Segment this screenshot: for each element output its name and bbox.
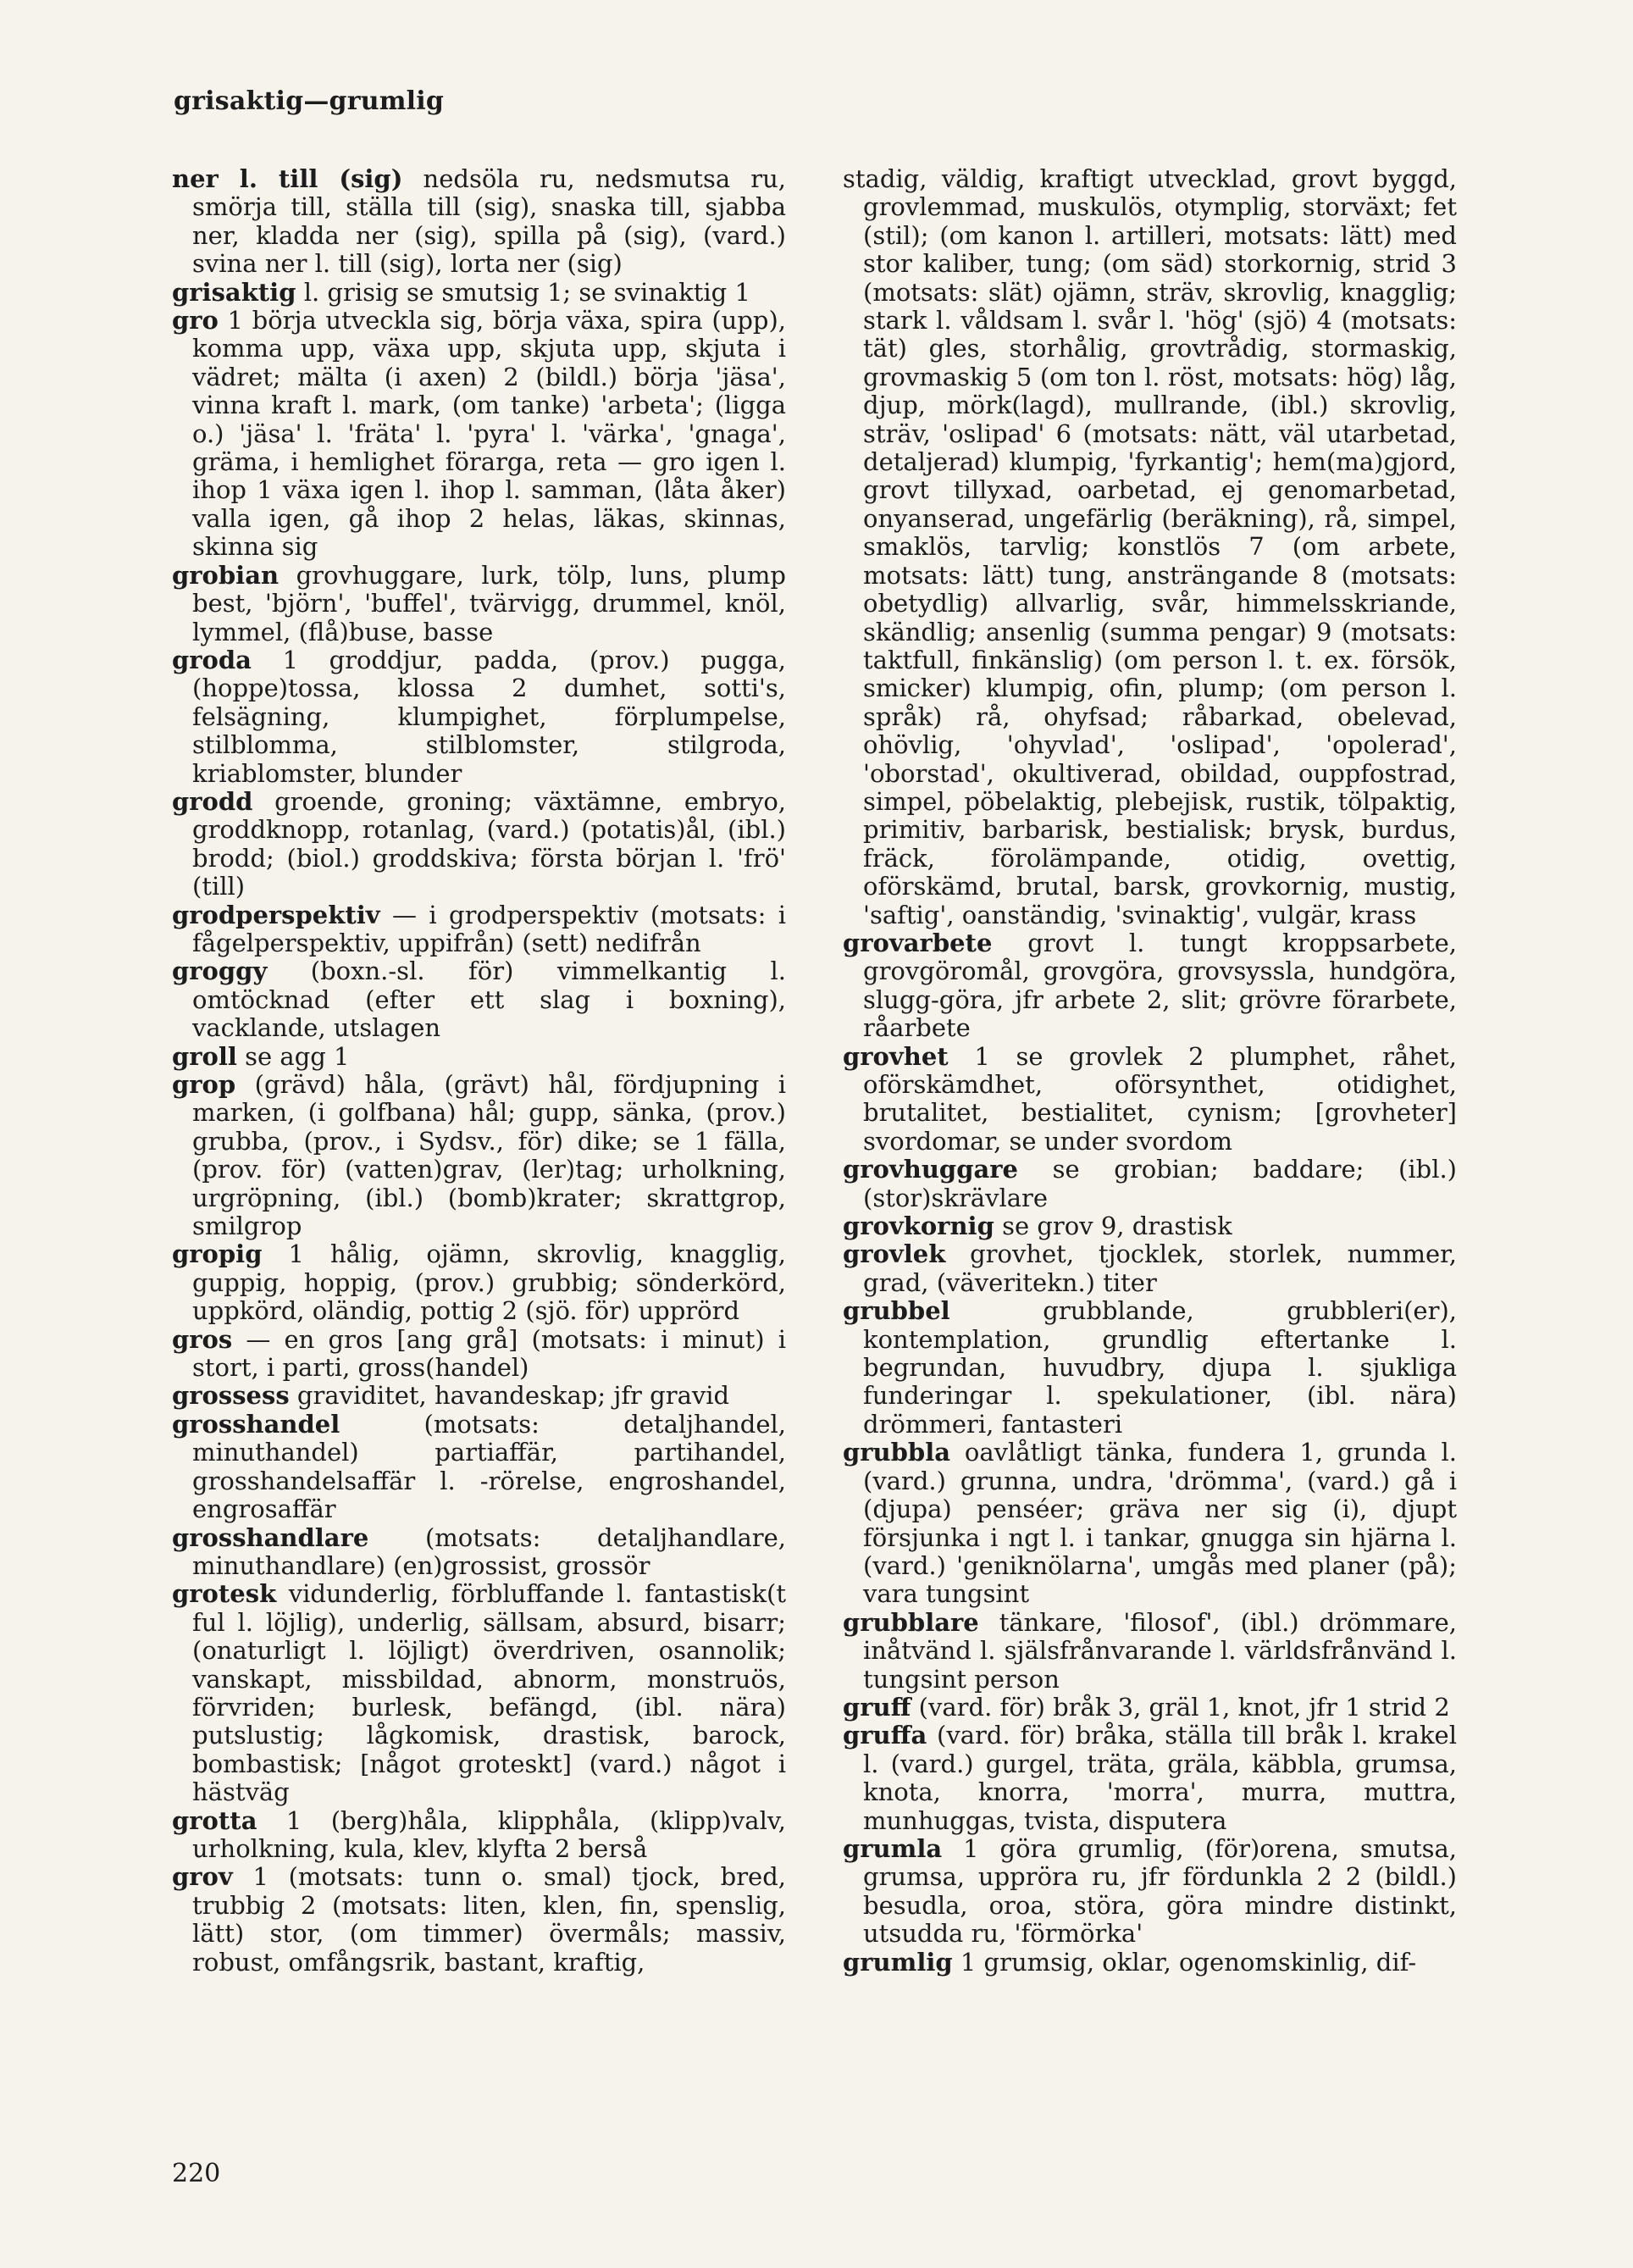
- entry-headword: grop: [172, 1070, 236, 1099]
- entry-definition: stadig, väldig, kraftigt utvecklad, grovt byggd, grovlemmad, muskulös, otymplig, storväxt; fet (stil); (om kanon l. artilleri, motsats: lätt) med stor kaliber, tung; (om säd) storkornig, strid 3 (motsats: slät) ojämn, sträv, skrovlig, knagglig; stark l. våldsam l. svår l. 'hög' (sjö) 4 (motsats: tät) gles, storhålig, grovtrådig, stormaskig, grovmaskig 5 (om ton l. röst, motsats: hög) låg, djup, mörk(lagd), mullrande, (ibl.) skrovlig, sträv, 'oslipad' 6 (motsats: nätt, väl utarbetad, detaljerad) klumpig, 'fyrkantig'; hem(ma)gjord, grovt tillyxad, oarbetad, ej genomarbetad, onyanserad, ungefärlig (beräkning), rå, simpel, smaklös, tarvlig; konstlös 7 (om arbete, motsats: lätt) tung, ansträngande 8 (motsats: obetydlig) allvarlig, svår, himmelsskriande, skändlig; ansenlig (summa pengar) 9 (motsats: taktfull, finkänslig) (om person l. t. ex. försök, smicker) klumpig, ofin, plump; (om person l. språk) rå, ohyfsad; råbarkad, obelevad, ohövlig, 'ohyvlad', 'oslipad', 'opolerad', 'oborstad', okultiverad, obildad, ouppfostrad, simpel, pöbelaktig, plebejisk, rustik, tölpaktig, primitiv, barbarisk, bestialisk; brysk, burdus, fräck, förolämpande, otidig, ovettig, oförskämd, brutal, barsk, grovkornig, mustig, 'saftig', oanständig, 'svinaktig', vulgär, krass: [843, 164, 1457, 929]
- entry-headword: grotesk: [172, 1579, 277, 1609]
- dictionary-entry: [172, 1071, 786, 1240]
- entry-definition: 1 (berg)håla, klipphåla, (klipp)valv, urholkning, kula, klev, klyfta 2 berså: [192, 1805, 787, 1863]
- entry-definition: grovhet, tjocklek, storlek, nummer, grad, (väveritekn.) titer: [863, 1239, 1457, 1297]
- entry-definition: l. grisig se smutsig 1; se svinaktig 1: [303, 277, 750, 307]
- entry-headword: groda: [172, 645, 252, 674]
- entry-definition: se grov 9, drastisk: [1002, 1212, 1232, 1241]
- entry-definition: grubblande, grubbleri(er), kontemplation, grundlig eftertanke l. begrundan, huvudbry, djupa l. sjukliga funderingar l. spekulationer, (ibl. nära) drömmeri, fantasteri: [863, 1296, 1457, 1439]
- entry-headword: grovhet: [843, 1041, 949, 1071]
- dictionary-entry: [172, 1580, 786, 1806]
- entry-headword: gruffa: [843, 1721, 927, 1750]
- entry-headword: grovhuggare: [843, 1155, 1018, 1184]
- entry-headword: grisaktig: [172, 277, 296, 307]
- right-column: [843, 165, 1457, 1977]
- dictionary-entry: [843, 1212, 1457, 1240]
- dictionary-entry: [172, 1807, 786, 1864]
- entry-headword: grobian: [172, 560, 280, 590]
- dictionary-entry: [172, 279, 786, 307]
- entry-definition: 1 groddjur, padda, (prov.) pugga, (hoppe)tossa, klossa 2 dumhet, sotti's, felsägning, klumpighet, förplumpelse, stilblomma, stilblomster, stilgroda, kriablomster, blunder: [192, 645, 786, 788]
- entry-definition: (motsats: detaljhandel, minuthandel) partiaffär, partihandel, grosshandelsaffär l. -rörelse, engroshandel, engrosaffär: [192, 1409, 786, 1524]
- entry-definition: vidunderlig, förbluffande l. fantastisk(t ful l. löjlig), underlig, sällsam, absurd, bisarr; (onaturligt l. löjligt) överdriven, osannolik; vanskapt, missbildad, abnorm, monstruös, förvriden; burlesk, befängd, (ibl. nära) putslustig; lågkomisk, drastisk, barock, bombastisk; [något groteskt] (vard.) något i hästväg: [192, 1579, 787, 1807]
- dictionary-entry: [843, 1240, 1457, 1297]
- entry-definition: tänkare, 'filosof', (ibl.) drömmare, inåtvänd l. själsfrånvarande l. världsfrånvänd l. tungsint person: [863, 1607, 1458, 1694]
- entry-headword: grossess: [172, 1381, 290, 1411]
- entry-definition: nedsöla ru, nedsmutsa ru, smörja till, ställa till (sig), snaska till, sjabba ner, kladda ner (sig), spilla på (sig), (vard.) svina ner l. till (sig), lorta ner (sig): [192, 164, 787, 279]
- entry-definition: se grobian; baddare; (ibl.) (stor)skrävlare: [863, 1155, 1457, 1212]
- dictionary-entry: [172, 901, 786, 958]
- dictionary-entry: [172, 1240, 786, 1325]
- entry-definition: se agg 1: [245, 1041, 350, 1071]
- entry-definition: (vard. för) bråk 3, gräl 1, knot, jfr 1 strid 2: [918, 1692, 1450, 1722]
- dictionary-entry: [843, 1609, 1457, 1694]
- entry-definition: 1 göra grumlig, (för)orena, smutsa, grumsa, uppröra ru, jfr fördunkla 2 2 (bildl.) besudla, oroa, störa, göra mindre distinkt, utsudda ru, 'förmörka': [863, 1833, 1457, 1949]
- dictionary-entry: [172, 1382, 786, 1410]
- entry-headword: grosshandlare: [172, 1522, 369, 1552]
- entry-definition: grovhuggare, lurk, tölp, luns, plump best, 'björn', 'buffel', tvärvigg, drummel, knöl, lymmel, (flå)buse, basse: [192, 560, 786, 646]
- entry-headword: groggy: [172, 957, 268, 986]
- entry-headword: gros: [172, 1324, 233, 1354]
- entry-headword: gruff: [843, 1692, 911, 1722]
- dictionary-entry: [172, 788, 786, 901]
- entry-definition: 1 se grovlek 2 plumphet, råhet, oförskämdhet, oförsynthet, otidighet, brutalitet, bestialitet, cynism; [grovheter] svordomar, se under svordom: [863, 1041, 1457, 1156]
- entry-definition: (motsats: detaljhandlare, minuthandlare) (en)grossist, grossör: [192, 1522, 786, 1580]
- dictionary-entry: [172, 1863, 786, 1977]
- entry-headword: grov: [172, 1862, 233, 1892]
- entry-definition: (vard. för) bråka, ställa till bråk l. krakel l. (vard.) gurgel, träta, gräla, käbbla, grumsa, knota, knorra, 'morra', murra, muttra, munhuggas, tvista, disputera: [863, 1721, 1457, 1835]
- entry-definition: — i grodperspektiv (motsats: i fågelperspektiv, uppifrån) (sett) nedifrån: [192, 900, 786, 957]
- entry-definition: oavlåtligt tänka, fundera 1, grunda l. (vard.) grunna, undra, 'drömma', (vard.) gå i (djupa) penséer; gräva ner sig (i), djupt försjunka i ngt l. i tankar, gnugga sin hjärna l. (vard.) 'geniknölarna', umgås med planer (på); vara tungsint: [863, 1438, 1457, 1609]
- entry-definition: 1 (motsats: tunn o. smal) tjock, bred, trubbig 2 (motsats: liten, klen, fin, spenslig, lätt) stor, (om timmer) övermåls; massiv, robust, omfångsrik, bastant, kraftig,: [192, 1862, 786, 1977]
- running-head: grisaktig—grumlig: [174, 86, 445, 116]
- entry-headword: groll: [172, 1041, 237, 1071]
- dictionary-entry: [172, 1524, 786, 1581]
- dictionary-entry: [843, 1297, 1457, 1439]
- entry-headword: gro: [172, 306, 219, 335]
- entry-headword: gropig: [172, 1239, 263, 1269]
- entry-definition: 1 grumsig, oklar, ogenomskinlig, dif-: [960, 1947, 1417, 1977]
- dictionary-entry: [843, 929, 1457, 1043]
- entry-definition: 1 börja utveckla sig, börja växa, spira (upp), komma upp, växa upp, skjuta upp, skjuta i vädret; mälta (i axen) 2 (bildl.) börja 'jäsa', vinna kraft l. mark, (om tanke) 'arbeta'; (ligga o.) 'jäsa' l. 'fräta' l. 'pyra' l. 'värka', 'gnaga', gräma, i hemlighet förarga, reta — gro igen l. ihop 1 växa igen l. ihop l. samman, (låta åker) valla igen, gå ihop 2 helas, läkas, skinnas, skinna sig: [192, 306, 787, 562]
- dictionary-entry: [843, 165, 1457, 929]
- dictionary-entry: [172, 562, 786, 646]
- entry-headword: grubblare: [843, 1607, 979, 1637]
- entry-headword: grotta: [172, 1805, 257, 1835]
- dictionary-entry: [843, 1722, 1457, 1835]
- entry-headword: ner l. till (sig): [172, 164, 403, 193]
- entry-definition: 1 hålig, ojämn, skrovlig, knagglig, guppig, hoppig, (prov.) grubbig; sönderkörd, uppkörd, oländig, pottig 2 (sjö. för) upprörd: [192, 1239, 787, 1326]
- dictionary-entry: [172, 646, 786, 788]
- entry-headword: grubbel: [843, 1296, 950, 1326]
- dictionary-entry: [843, 1949, 1457, 1977]
- entry-headword: grodd: [172, 786, 253, 816]
- dictionary-entry: [172, 1326, 786, 1383]
- dictionary-entry: [843, 1439, 1457, 1608]
- dictionary-entry: [172, 1411, 786, 1524]
- entry-headword: grumlig: [843, 1947, 953, 1977]
- entry-headword: grosshandel: [172, 1409, 340, 1439]
- entry-headword: grumla: [843, 1833, 943, 1863]
- entry-headword: grovarbete: [843, 928, 993, 957]
- entry-definition: (boxn.-sl. för) vimmelkantig l. omtöcknad (efter ett slag i boxning), vacklande, utslagen: [192, 957, 786, 1043]
- entry-headword: grovkornig: [843, 1212, 994, 1241]
- dictionary-entry: [172, 307, 786, 562]
- dictionary-entry: [843, 1835, 1457, 1949]
- entry-headword: grovlek: [843, 1239, 946, 1269]
- left-column: [172, 165, 786, 1977]
- entry-headword: grodperspektiv: [172, 900, 380, 929]
- entry-headword: grubbla: [843, 1438, 951, 1467]
- dictionary-entry: [843, 1043, 1457, 1156]
- dictionary-entry: [172, 1043, 786, 1071]
- dictionary-entry: [843, 1156, 1457, 1212]
- entry-definition: groende, groning; växtämne, embryo, groddknopp, rotanlag, (vard.) (potatis)ål, (ibl.) brodd; (biol.) groddskiva; första början l. 'frö' (till): [192, 786, 787, 901]
- dictionary-entry: [172, 957, 786, 1042]
- page-number: 220: [172, 2159, 221, 2188]
- dictionary-entry: [172, 165, 786, 279]
- entry-definition: graviditet, havandeskap; jfr gravid: [296, 1381, 730, 1411]
- entry-definition: grovt l. tungt kroppsarbete, grovgöromål, grovgöra, grovsyssla, hundgöra, slugg-göra, jfr arbete 2, slit; grövre förarbete, råarbete: [863, 928, 1457, 1043]
- entry-definition: — en gros [ang grå] (motsats: i minut) i stort, i parti, gross(handel): [192, 1324, 787, 1383]
- dictionary-entry: [843, 1694, 1457, 1722]
- entry-definition: (grävd) håla, (grävt) hål, fördjupning i marken, (i golfbana) hål; gupp, sänka, (prov.) grubba, (prov., i Sydsv., för) dike; se 1 fälla, (prov. för) (vatten)grav, (ler)tag; urholkning, urgröpning, (ibl.) (bomb)krater; skrattgrop, smilgrop: [192, 1070, 787, 1241]
